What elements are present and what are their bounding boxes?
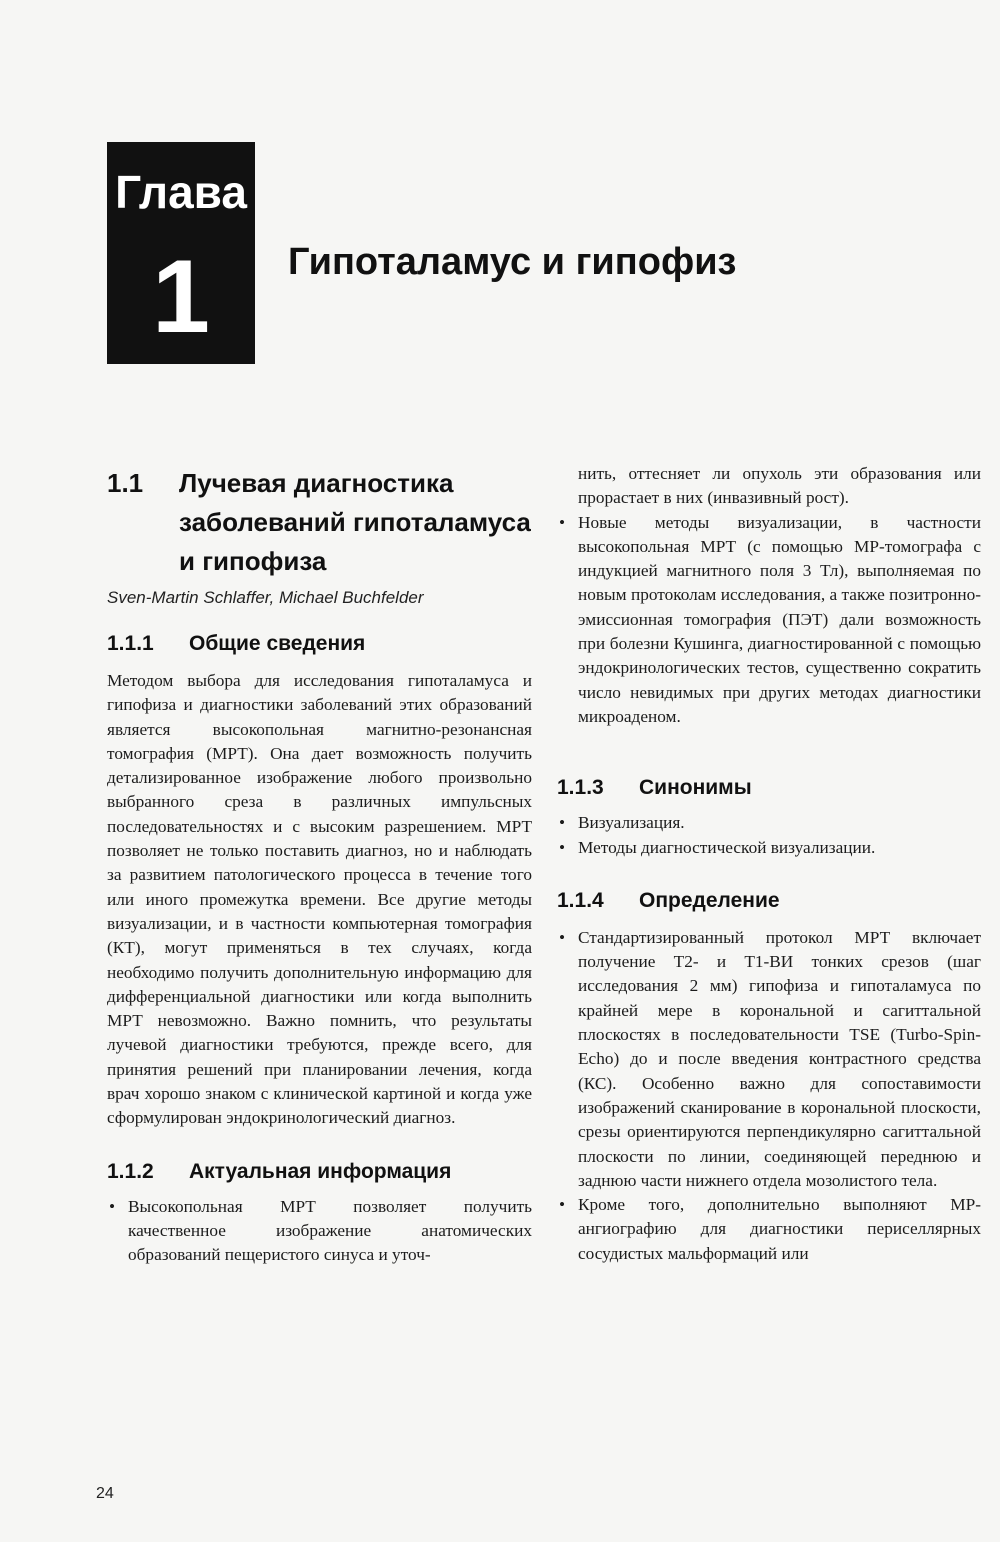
list-item: • Методы диагностической визуализации. <box>557 836 981 860</box>
definition-list <box>557 926 981 1266</box>
chapter-title: Гипоталамус и гипофиз <box>288 241 737 283</box>
subsection-number: 1.1.2 <box>107 1159 154 1183</box>
synonyms-list <box>557 811 981 860</box>
subsection-title: Определение <box>639 888 780 912</box>
list-item: • Стандартизированный протокол МРТ включает получение Т2- и Т1-ВИ тонких срезов (шаг исследования 2 мм) гипофиза и гипоталамуса по крайней мере в корональной и сагиттальной плоскостях в последовательности TSE (Turbo-Spin-Echo) до и после введения контрастного средства (КС). Особенно важно для сопоставимости изображений сканирование в корональной плоскости, срезы ориентируются перпендикулярно сагиттальной плоскости по линии, соединяющей переднюю и заднюю части нижнего отдела мозолистого тела. <box>557 926 981 1193</box>
subsection-title: Актуальная информация <box>189 1159 452 1183</box>
subsection-title: Общие сведения <box>189 632 366 655</box>
subsection-heading-definition <box>557 886 981 916</box>
section-title: Лучевая диагностика заболеваний гипоталамуса и гипофиза <box>179 468 531 576</box>
chapter-label-box <box>107 142 255 364</box>
subsection-number: 1.1.3 <box>557 776 604 800</box>
subsection-title: Синонимы <box>639 776 752 800</box>
subsection-heading-synonyms <box>557 773 981 803</box>
current-bullets-continued <box>557 511 981 730</box>
list-item: • Новые методы визуализации, в частности высокопольная МРТ (с помощью МР-томографа с индукцией магнитного поля 3 Тл), выполняемая по новым протоколам исследования, а также позитронно-эмиссионная томография (ПЭТ) дали возможность при болезни Кушинга, диагностированной с помощью эндокринологических тестов, существенно сократить число невидимых при других методах диагностики микроаденом. <box>557 511 981 730</box>
continued-bullet-text: нить, оттесняет ли опухоль эти образования или прорастает в них (инвазивный рост). <box>578 464 981 508</box>
section-heading <box>107 464 532 581</box>
section-authors: Sven-Martin Schlaffer, Michael Buchfelder <box>107 588 424 607</box>
subsection-number: 1.1.1 <box>107 632 154 655</box>
list-item: • Визуализация. <box>557 811 981 835</box>
right-column <box>557 462 981 1266</box>
left-column <box>107 464 532 1268</box>
section-number: 1.1 <box>107 468 144 498</box>
current-bullets <box>107 1195 532 1268</box>
subsection-number: 1.1.4 <box>557 888 604 912</box>
chapter-number: 1 <box>152 239 210 355</box>
list-item: • Кроме того, дополнительно выполняют МР-ангиографию для диагностики периселлярных сосудистых мальформаций или <box>557 1193 981 1266</box>
page-number: 24 <box>96 1485 114 1502</box>
subsection-heading-general <box>107 629 532 659</box>
chapter-word: Глава <box>115 166 247 218</box>
general-paragraph: Методом выбора для исследования гипоталамуса и гипофиза и диагностики заболеваний этих образований является высокопольная магнитно-резонансная томография (МРТ). Она дает возможность получить детализированное изображение любого произвольно выбранного среза в различных импульсных последовательностях и с высоким разрешением. МРТ позволяет не только поставить диагноз, но и наблюдать за развитием патологического процесса в течение того или иного промежутка времени. Все другие методы визуализации, и в частности компьютерная томография (КТ), могут применяться в тех случаях, когда необходимо получить дополнительную информацию для дифференциальной диагностики или когда выполнить МРТ невозможно. Важно помнить, что результаты лучевой диагностики требуются, прежде всего, для принятия решений при планировании лечения, когда врач хорошо знаком с клинической картиной и когда уже сформулирован эндокринологический диагноз. <box>107 671 532 1128</box>
subsection-heading-current <box>107 1157 532 1187</box>
list-item: • Высокопольная МРТ позволяет получить качественное изображение анатомических образований пещеристого синуса и уточ- <box>107 1195 532 1268</box>
